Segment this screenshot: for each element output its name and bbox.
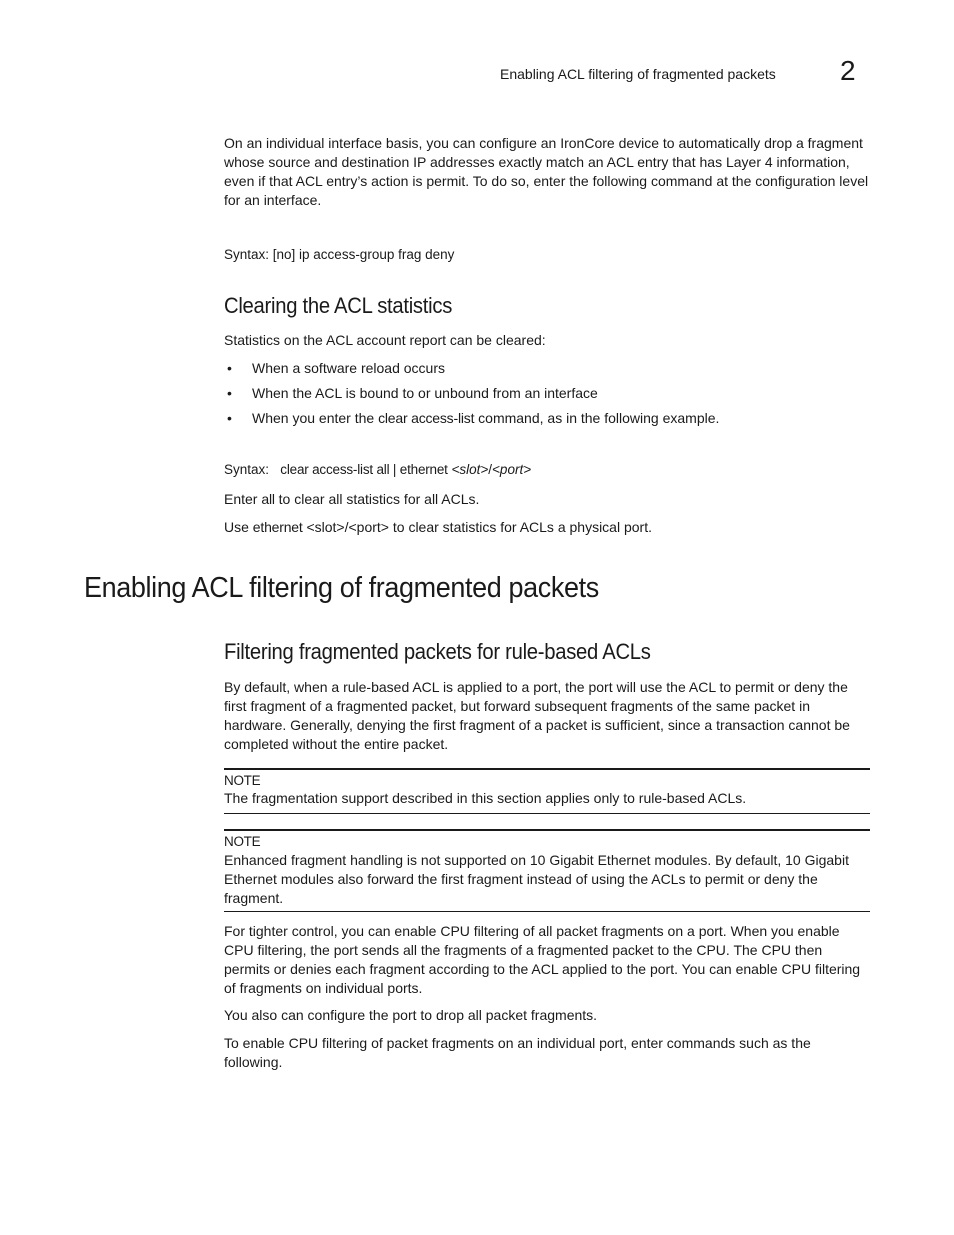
note-text: The fragmentation support described in this section applies only to rule-based ACLs.	[224, 790, 747, 806]
clearing-conditions-list	[224, 359, 870, 434]
filtering-fragmented-heading: Filtering fragmented packets for rule-based ACLs	[224, 639, 651, 664]
syntax-command: clear access-list all | ethernet	[280, 462, 448, 477]
list-item-text: When the ACL is bound to or unbound from an interface	[252, 385, 598, 401]
inline-keyword: all	[261, 491, 275, 507]
frag-deny-syntax: Syntax: [no] ip access-group frag deny	[224, 247, 455, 262]
clear-access-list-syntax	[224, 462, 870, 477]
note-label: NOTE	[224, 834, 261, 849]
syntax-separator: /	[488, 462, 493, 477]
running-header-title: Enabling ACL filtering of fragmented packets	[500, 66, 776, 82]
filtering-paragraph-4: To enable CPU filtering of packet fragments on an individual port, enter commands such as the following.	[224, 1035, 811, 1070]
text-segment: Use	[224, 519, 253, 535]
inline-args: <slot>/<port>	[302, 519, 389, 535]
clearing-acl-statistics-heading: Clearing the ACL statistics	[224, 293, 453, 318]
text-segment: to clear statistics for ACLs a physical port.	[388, 519, 652, 535]
note-top-rule	[224, 768, 870, 770]
clearing-lead-text: Statistics on the ACL account report can be cleared:	[224, 332, 546, 348]
inline-keyword: ethernet	[252, 519, 303, 535]
list-item-text: When you enter the	[252, 410, 379, 426]
section-heading: Enabling ACL filtering of fragmented packets	[84, 572, 599, 604]
list-item-text: command, as in the following example.	[474, 410, 720, 426]
filtering-paragraph-2: For tighter control, you can enable CPU filtering of all packet fragments on a port. When you enable CPU filtering, the port sends all the fragments of a fragmented packet to the CPU. The CPU then permits or denies each fragment according to the ACL applied to the port. You can enable CPU filtering of fragments on individual ports.	[224, 923, 861, 996]
chapter-number: 2	[840, 55, 856, 86]
text-segment: to clear all statistics for all ACLs.	[274, 491, 480, 507]
list-item	[224, 384, 870, 409]
syntax-label: Syntax:	[224, 462, 270, 477]
list-item	[224, 409, 870, 434]
note-text: Enhanced fragment handling is not supported on 10 Gigabit Ethernet modules. By default, 10 Gigabit Ethernet modules also forward the first fragment instead of using the ACLs to permit or deny the fragment.	[224, 852, 849, 906]
syntax-arg-slot: <slot>	[451, 462, 489, 477]
syntax-arg-port: <port>	[492, 462, 532, 477]
list-item	[224, 359, 870, 384]
filtering-paragraph-1: By default, when a rule-based ACL is applied to a port, the port will use the ACL to permit or deny the first fragment of a fragmented packet, but forward subsequent fragments of the same packet in hardware. Generally, denying the first fragment of a packet is sufficient, since a transaction cannot be completed without the entire packet.	[224, 679, 850, 752]
intro-paragraph: On an individual interface basis, you can configure an IronCore device to automatically drop a fragment whose source and destination IP addresses exactly match an ACL entry that has Layer 4 information, even if that ACL entry’s action is permit. To do so, enter the following command at the configuration level for an interface.	[224, 135, 869, 208]
enter-all-text	[224, 490, 870, 509]
note-top-rule	[224, 829, 870, 831]
text-segment: Enter	[224, 491, 262, 507]
use-ethernet-text	[224, 518, 870, 537]
list-item-text: When a software reload occurs	[252, 360, 445, 376]
note-bottom-rule	[224, 813, 870, 814]
note-label: NOTE	[224, 773, 261, 788]
filtering-paragraph-3: You also can configure the port to drop all packet fragments.	[224, 1007, 598, 1023]
inline-command: clear access-list	[378, 410, 475, 426]
note-bottom-rule	[224, 911, 870, 912]
